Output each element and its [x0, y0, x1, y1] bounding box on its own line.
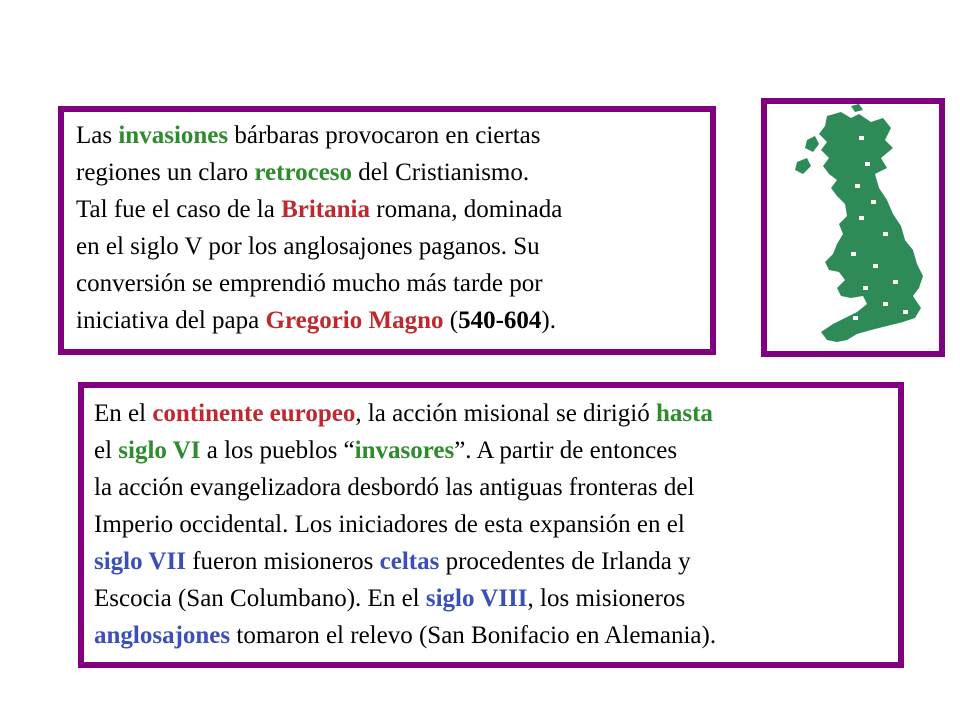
highlighted-term: anglosajones [94, 622, 231, 649]
box2-line [94, 580, 898, 617]
box1-line [76, 265, 710, 302]
text-segment: el [94, 437, 119, 464]
text-segment: Escocia (San Columbano). En el [94, 585, 426, 612]
highlighted-term: siglo VI [118, 437, 201, 464]
text-segment: Tal fue el caso de la [76, 196, 282, 223]
text-segment: la acción evangelizadora desbordó las antiguas fronteras del [94, 474, 695, 501]
text-segment: romana, dominada [370, 196, 563, 223]
text-segment: conversión se emprendió mucho más tarde por [76, 270, 543, 297]
highlighted-term: hasta [655, 400, 713, 427]
box2-line [94, 543, 898, 580]
text-segment: iniciativa del papa [76, 307, 266, 334]
box1-line [76, 117, 710, 154]
highlighted-term: Britania [281, 196, 370, 223]
continent-text-box [78, 382, 904, 668]
text-segment: Imperio occidental. Los iniciadores de esta expansión en el [94, 511, 685, 538]
text-segment: , los misioneros [527, 585, 686, 612]
text-segment: ). [541, 307, 556, 334]
box2-line [94, 617, 898, 654]
highlighted-term: Gregorio Magno [265, 307, 444, 334]
text-segment: regiones un claro [76, 159, 255, 186]
box1-line [76, 302, 710, 339]
box2-line [94, 432, 898, 469]
text-segment: tomaron el relevo (San Bonifacio en Alemania). [230, 622, 717, 649]
highlighted-term: celtas [379, 548, 440, 575]
text-segment: , la acción misional se dirigió [355, 400, 656, 427]
text-segment: fueron misioneros [185, 548, 380, 575]
box1-line [76, 228, 710, 265]
text-segment: a los pueblos “ [200, 437, 355, 464]
text-segment: bárbaras provocaron en ciertas [228, 122, 541, 149]
box2-line [94, 506, 898, 543]
highlighted-term: invasores [354, 437, 455, 464]
text-segment: procedentes de Irlanda y [439, 548, 691, 575]
box1-line [76, 154, 710, 191]
box2-line [94, 469, 898, 506]
highlighted-term: siglo VII [94, 548, 186, 575]
box1-line [76, 191, 710, 228]
map-frame [761, 98, 945, 357]
text-segment: ( [443, 307, 459, 334]
highlighted-term: retroceso [254, 159, 353, 186]
text-segment: ”. A partir de entonces [454, 437, 678, 464]
highlighted-term: invasiones [118, 122, 229, 149]
highlighted-term: continente europeo [152, 400, 356, 427]
text-segment: en el siglo V por los anglosajones paganos. Su [76, 233, 540, 260]
text-segment: del Cristianismo. [352, 159, 530, 186]
text-segment: Las [76, 122, 119, 149]
text-segment: En el [94, 400, 153, 427]
highlighted-term: 540-604 [458, 307, 542, 334]
box2-line [94, 395, 898, 432]
britain-text-box [58, 106, 716, 355]
highlighted-term: siglo VIII [425, 585, 528, 612]
great-britain-map-icon [767, 104, 939, 351]
